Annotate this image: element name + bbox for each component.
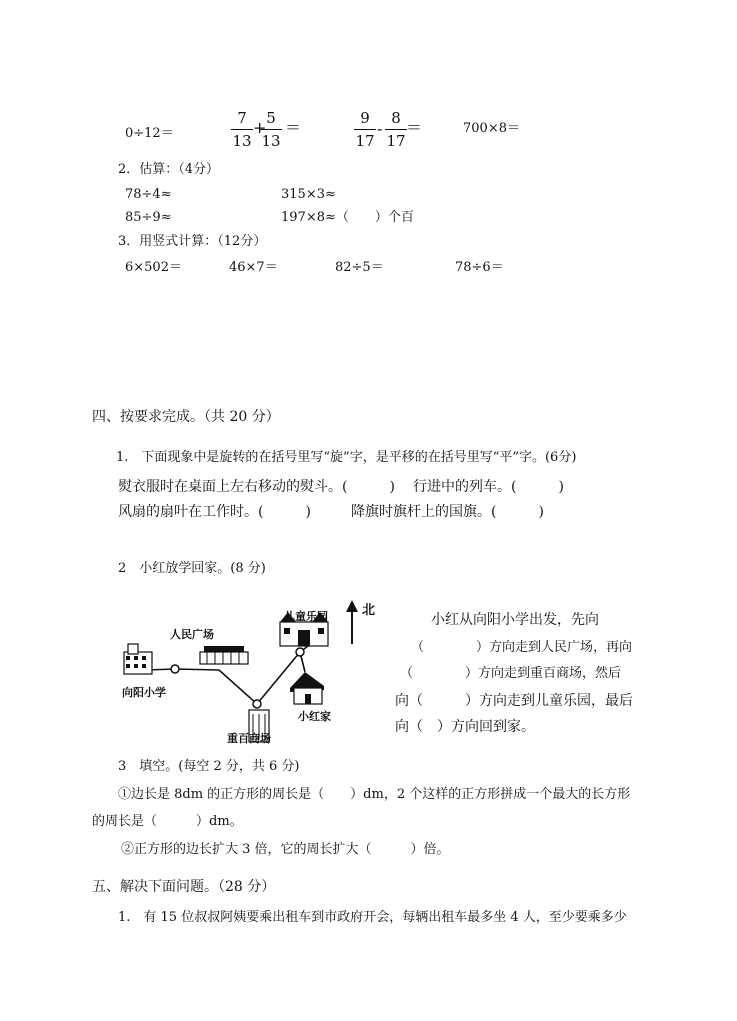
estimate-title: 2．估算：（4分） (118, 162, 220, 177)
route-line-4: 向（ ）方向走到儿童乐园，最后 (395, 693, 633, 709)
equals-sign: ＝ (285, 118, 302, 137)
section4-q1-stem: 1. 下面现象中是旋转的在括号里写“旋”字，是平移的在括号里写“平”字。(6分) (116, 450, 577, 465)
section4-q2-stem: 2 小红放学回家。(8 分) (118, 561, 266, 576)
route-map (112, 592, 384, 750)
fraction-numerator: 5 (266, 109, 276, 127)
section4-q3-line3: ②正方形的边长扩大 3 倍，它的周长扩大（ ）倍。 (121, 842, 450, 857)
estimate-item-4: 197×8≈（ ）个百 (281, 210, 414, 225)
section4-q1-b: 行进中的列车。( ) (413, 479, 564, 495)
oral-calc-4: 700×8＝ (463, 121, 520, 136)
section4-q1-d: 降旗时旗杆上的国旗。( ) (351, 504, 544, 520)
section5-title: 五、解决下面问题。（28 分） (92, 879, 276, 895)
node-marker (171, 665, 179, 673)
fraction-numerator: 7 (237, 109, 247, 127)
node-marker (253, 700, 261, 708)
estimate-item-3: 85÷9≈ (125, 210, 172, 225)
vertical-title: 3．用竖式计算：（12分） (118, 234, 267, 249)
fraction-denominator: 17 (386, 132, 406, 150)
route-line-3: （ ）方向走到重百商场，然后 (400, 666, 622, 681)
plaza-building-icon (200, 646, 248, 664)
section4-q3-line2: 的周长是（ ）dm。 (92, 814, 243, 829)
minus-sign: - (377, 119, 383, 138)
route-line-5: 向（ ）方向回到家。 (395, 719, 535, 735)
vertical-item-3: 82÷5＝ (335, 260, 384, 275)
label-renmin-plaza: 人民广场 (170, 628, 214, 641)
vertical-item-2: 46×7＝ (229, 260, 278, 275)
fraction-9-17 (352, 111, 378, 149)
label-xiangyang-school: 向阳小学 (122, 686, 166, 699)
node-marker (296, 648, 304, 656)
section4-q1-a: 熨衣服时在桌面上左右移动的熨斗。( ) (118, 479, 395, 495)
vertical-item-1: 6×502＝ (125, 260, 182, 275)
fraction-numerator: 8 (391, 109, 401, 127)
oral-calc-1: 0÷12＝ (125, 126, 174, 141)
fraction-numerator: 9 (360, 109, 370, 127)
fraction-7-13 (229, 111, 255, 149)
label-xiaohong-home: 小红家 (298, 710, 331, 723)
route-line-1: 小红从向阳小学出发，先向 (431, 612, 599, 628)
label-zhongbai-mall: 重百商场 (227, 732, 271, 745)
fraction-denominator: 13 (232, 132, 252, 150)
vertical-item-4: 78÷6＝ (455, 260, 504, 275)
fraction-5-13 (258, 111, 284, 149)
school-building-icon (124, 644, 152, 674)
north-arrow-icon (346, 600, 358, 644)
label-ertong-park: 儿童乐园 (284, 610, 328, 623)
section4-q1-c: 风扇的扇叶在工作时。( ) (118, 504, 311, 520)
fraction-denominator: 13 (261, 132, 281, 150)
equals-sign: ＝ (406, 118, 423, 137)
estimate-item-2: 315×3≈ (281, 187, 336, 202)
route-line-2: （ ）方向走到人民广场，再向 (411, 640, 633, 655)
section4-q3-line1: ①边长是 8dm 的正方形的周长是（ ）dm，2 个这样的正方形拼成一个最大的长方形 (118, 787, 631, 802)
section4-q3-stem: 3 填空。(每空 2 分，共 6 分) (118, 759, 300, 774)
section5-q1: 1. 有 15 位叔叔阿姨要乘出租车到市政府开会，每辆出租车最多坐 4 人，至少要乘多少 (118, 910, 627, 925)
section4-title: 四、按要求完成。（共 20 分） (92, 409, 280, 425)
house-icon (290, 672, 324, 704)
estimate-item-1: 78÷4≈ (125, 187, 172, 202)
fraction-denominator: 17 (355, 132, 375, 150)
plus-sign: + (253, 118, 267, 137)
label-north: 北 (362, 603, 376, 618)
